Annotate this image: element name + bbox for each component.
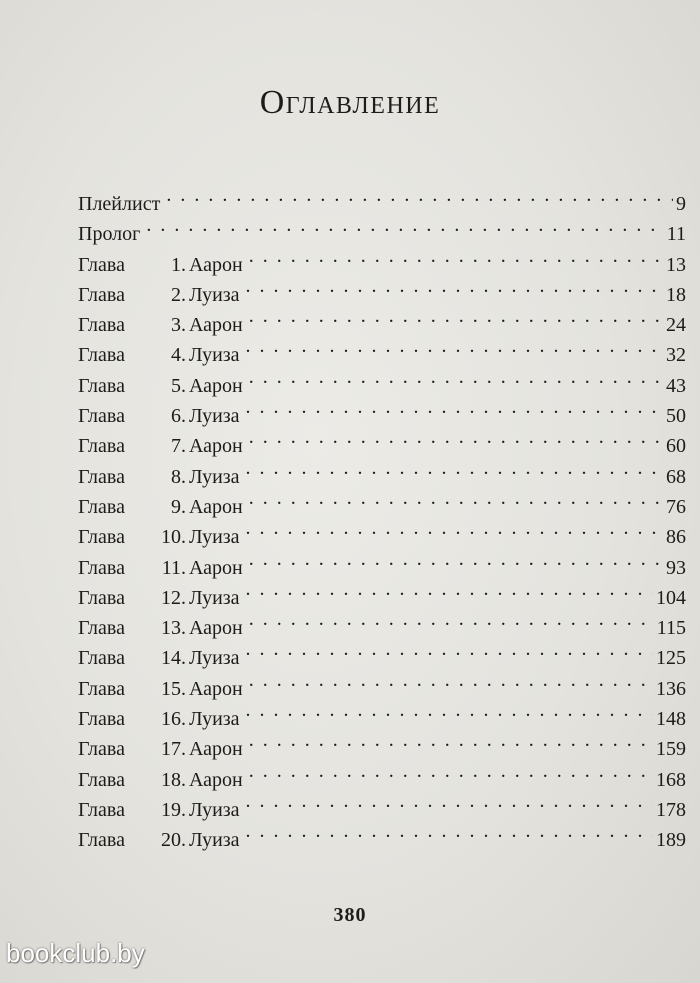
dot-leader: [146, 210, 663, 240]
toc-entry-title: Луиза: [189, 647, 240, 670]
toc-entry-prefix: Глава: [78, 647, 125, 670]
dot-leader: [249, 301, 663, 331]
dot-leader: [249, 544, 663, 574]
page-number: 380: [333, 904, 367, 926]
toc-entry-title: Луиза: [189, 465, 240, 488]
toc-entry-title: Аарон: [189, 314, 243, 337]
dot-leader: [246, 392, 663, 422]
toc-entry-prefix: Глава: [78, 798, 125, 821]
toc-entry-title: Аарон: [189, 435, 243, 458]
toc-entry-number: 11.: [161, 556, 186, 579]
toc-entry-prefix: Глава: [78, 374, 125, 397]
toc-entry-page: 159: [656, 738, 686, 761]
toc-entry-page: 76: [666, 495, 686, 518]
toc-entry-prefix: Глава: [78, 435, 125, 458]
toc-entry-prefix: Глава: [78, 829, 125, 852]
dot-leader: [246, 331, 663, 361]
dot-leader: [246, 816, 653, 846]
toc-entry-prefix: Глава: [78, 344, 125, 367]
toc-entry-title: Плейлист: [78, 193, 161, 215]
toc-entry-prefix: Глава: [78, 253, 125, 276]
toc-entry-page: 9: [676, 193, 686, 215]
toc-entry-page: 104: [656, 586, 686, 609]
toc-entry-title: Луиза: [189, 526, 240, 549]
toc-entry-page: 168: [656, 768, 686, 791]
toc-entry-title: Аарон: [189, 253, 243, 276]
toc-entry-number: 10.: [161, 526, 186, 549]
toc-entry-number: 13.: [161, 617, 186, 640]
toc-entry-title: Аарон: [189, 556, 243, 579]
dot-leader: [249, 241, 663, 271]
toc-entry-number: 3.: [171, 314, 186, 337]
toc-entry-title: Аарон: [189, 495, 243, 518]
toc-entry-prefix: Глава: [78, 405, 125, 428]
toc-entry-number: 18.: [161, 768, 186, 791]
toc-entry-page: 148: [656, 708, 686, 731]
toc-entry-number: 19.: [161, 798, 186, 821]
table-of-contents: [78, 180, 686, 852]
toc-entry-number: 6.: [171, 405, 186, 428]
toc-entry-prefix: Глава: [78, 708, 125, 731]
page-title: Оглавление: [259, 84, 441, 121]
toc-entry-number: 14.: [161, 647, 186, 670]
dot-leader: [246, 513, 663, 543]
toc-entry-prefix: Глава: [78, 738, 125, 761]
toc-entry-page: 11: [666, 223, 686, 246]
dot-leader: [249, 422, 663, 452]
toc-entry-number: 2.: [171, 283, 186, 306]
toc-entry-page: 86: [666, 526, 686, 549]
dot-leader: [249, 604, 654, 634]
toc-entry-number: 15.: [161, 677, 186, 700]
dot-leader: [246, 574, 653, 604]
toc-entry-prefix: Глава: [78, 314, 125, 337]
toc-entry: [78, 180, 686, 215]
dot-leader: [249, 362, 663, 392]
toc-entry-title: Аарон: [189, 374, 243, 397]
toc-entry-title: Пролог: [78, 223, 141, 246]
watermark-logo: bookclub.by: [6, 938, 145, 968]
toc-entry-number: 4.: [171, 344, 186, 367]
dot-leader: [249, 483, 663, 513]
toc-entry: [78, 210, 686, 246]
dot-leader: [246, 634, 653, 664]
dot-leader: [246, 271, 663, 301]
toc-entry-page: 93: [666, 556, 686, 579]
toc-entry-title: Луиза: [189, 283, 240, 306]
toc-entry-prefix: Глава: [78, 526, 125, 549]
toc-entry-prefix: Глава: [78, 283, 125, 306]
toc-entry-title: Луиза: [189, 798, 240, 821]
toc-entry-number: 7.: [171, 435, 186, 458]
toc-entry-number: 1.: [171, 253, 186, 276]
toc-entry-page: 115: [656, 617, 686, 640]
toc-entry-prefix: Глава: [78, 586, 125, 609]
toc-entry-page: 60: [666, 435, 686, 458]
toc-entry-number: 16.: [161, 708, 186, 731]
toc-entry-title: Аарон: [189, 677, 243, 700]
toc-entry-page: 68: [666, 465, 686, 488]
toc-entry-number: 12.: [161, 586, 186, 609]
toc-entry-prefix: Глава: [78, 768, 125, 791]
toc-entry-title: Луиза: [189, 405, 240, 428]
dot-leader: [249, 665, 653, 695]
toc-entry-page: 136: [656, 677, 686, 700]
toc-entry-page: 32: [666, 344, 686, 367]
toc-entry-prefix: Глава: [78, 556, 125, 579]
toc-entry-number: 17.: [161, 738, 186, 761]
toc-entry-page: 178: [656, 798, 686, 821]
toc-entry-title: Аарон: [189, 768, 243, 791]
toc-entry-prefix: Глава: [78, 617, 125, 640]
dot-leader: [246, 453, 663, 483]
toc-entry-title: Луиза: [189, 829, 240, 852]
toc-entry-page: 43: [666, 374, 686, 397]
toc-entry-title: Аарон: [189, 617, 243, 640]
toc-entry-number: 5.: [171, 374, 186, 397]
dot-leader: [246, 695, 653, 725]
toc-entry-page: 125: [656, 647, 686, 670]
toc-entry-prefix: Глава: [78, 677, 125, 700]
dot-leader: [249, 756, 653, 786]
toc-entry-number: 9.: [171, 495, 186, 518]
dot-leader: [246, 786, 653, 816]
toc-entry: [78, 241, 686, 276]
toc-entry-page: 189: [656, 829, 686, 852]
toc-entry-prefix: Глава: [78, 495, 125, 518]
toc-entry-title: Аарон: [189, 738, 243, 761]
dot-leader: [249, 725, 653, 755]
toc-entry-title: Луиза: [189, 708, 240, 731]
toc-entry-title: Луиза: [189, 586, 240, 609]
toc-entry-page: 13: [666, 253, 686, 276]
toc-entry-prefix: Глава: [78, 465, 125, 488]
dot-leader: [166, 180, 673, 210]
toc-entry-title: Луиза: [189, 344, 240, 367]
toc-entry-number: 8.: [171, 465, 186, 488]
toc-entry-page: 24: [666, 314, 686, 337]
toc-entry-number: 20.: [161, 829, 186, 852]
toc-entry-page: 50: [666, 405, 686, 428]
toc-entry-page: 18: [666, 283, 686, 306]
